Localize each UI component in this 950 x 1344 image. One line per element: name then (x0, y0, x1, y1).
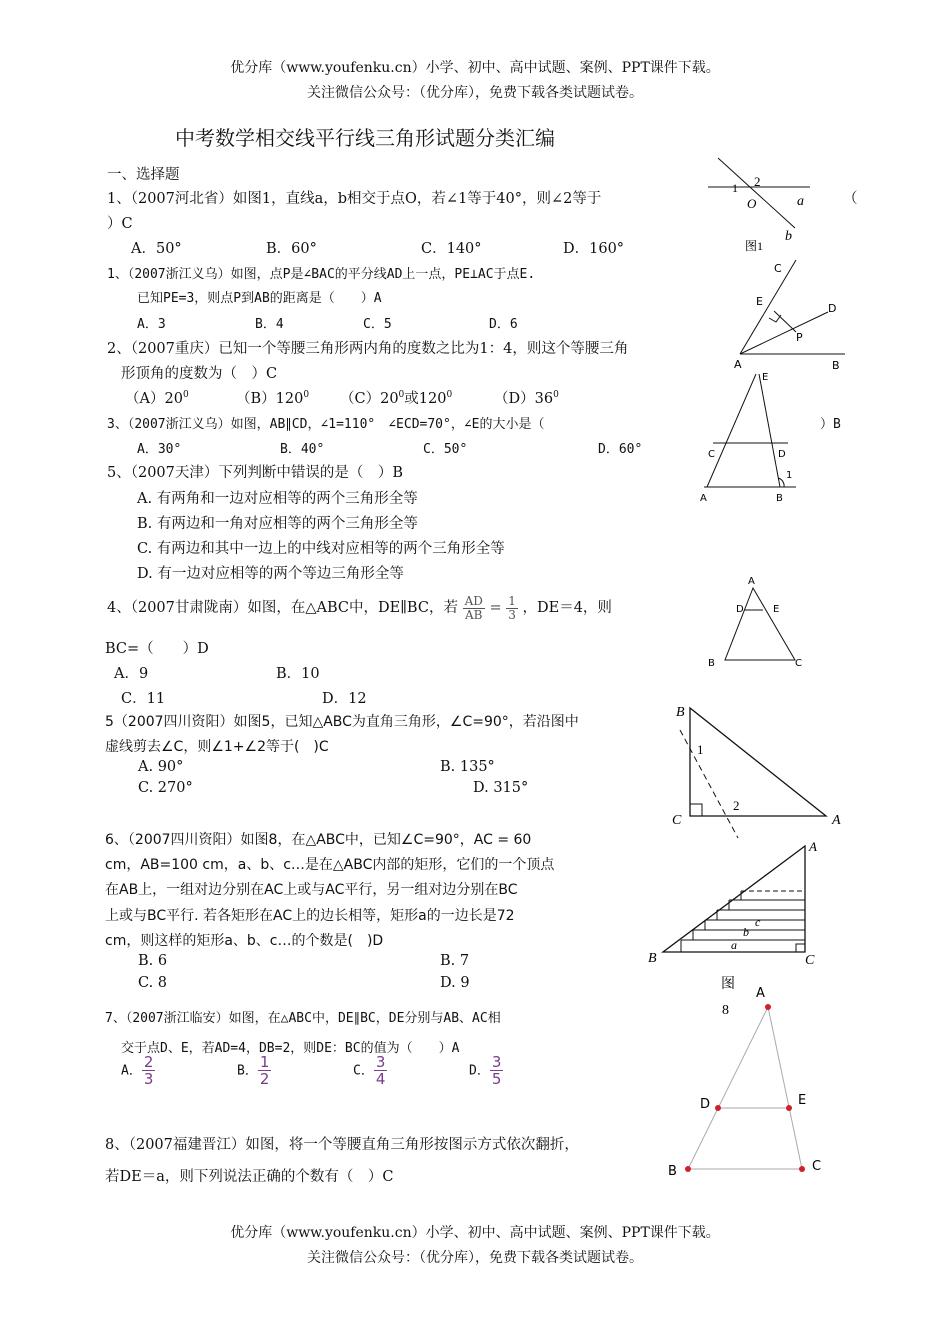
fig1-line-a-label: a (797, 194, 804, 209)
label-a: A (734, 358, 742, 371)
ray-ad (740, 312, 828, 354)
q1b-line2: 已知PE=3，则点P到AB的距离是（ ）A (137, 291, 382, 306)
label-1: 1 (786, 470, 793, 481)
q4-opt-c: C．11 (121, 691, 166, 707)
q3-opt-d: D．60° (598, 442, 643, 457)
fig1-angle-2: 2 (754, 174, 761, 189)
q6-opt-d: D. 9 (440, 975, 470, 991)
q8-line1: 8、（2007福建晋江）如图，将一个等腰直角三角形按图示方式依次翻折， (105, 1137, 579, 1153)
q1b-opt-d: D．6 (489, 317, 518, 332)
q4-opt-d: D．12 (322, 691, 367, 707)
q1-opt-b: B．60° (266, 241, 317, 257)
label-c: C (812, 1159, 822, 1174)
label-b: B (776, 493, 783, 504)
figure-1-intersecting-lines (700, 150, 830, 260)
rectangles (681, 891, 805, 952)
label-a: A (832, 813, 841, 828)
q5b-opt-a: A. 90° (138, 759, 184, 775)
q6-opt-c: C. 8 (138, 975, 168, 991)
label-rect-b: b (743, 925, 749, 939)
q5a-opt-b: B. 有两边和一角对应相等的两个三角形全等 (137, 516, 418, 532)
point-b (685, 1166, 691, 1172)
q1-paren: （ (843, 191, 858, 207)
figure-7-triangle-points (665, 982, 833, 1178)
q6-line4: 上或与BC平行. 若各矩形在AC上的边长相等，矩形a的一边长是72 (105, 908, 515, 924)
q5a-opt-c: C. 有两边和其中一边上的中线对应相等的两个三角形全等 (137, 541, 505, 557)
ray-ac (740, 260, 796, 354)
fig1-caption: 图1 (745, 239, 764, 253)
segment-eb (759, 374, 780, 487)
q6-line3: 在AB上，一组对边分别在AC上或与AC平行，另一组对边分别在BC (105, 882, 518, 898)
q4-line2: BC=（ ）D (105, 641, 209, 657)
triangle-abc (663, 846, 805, 952)
q5b-line1: 5（2007四川资阳）如图5，已知△ABC为直角三角形，∠C=90°，若沿图中 (105, 714, 579, 730)
label-b: B (708, 658, 715, 669)
right-angle-mark (690, 804, 702, 816)
q2-line1: 2、（2007重庆）已知一个等腰三角形两内角的度数之比为1：4，则这个等腰三角 (107, 341, 629, 357)
point-a (765, 1004, 771, 1010)
q6-line1: 6、（2007四川资阳）如图8，在△ABC中，已知∠C=90°，AC = 60 (105, 832, 532, 848)
q7-opt-a: A． $\frac{2}{3}$ (121, 1053, 154, 1088)
fig1-point-o: O (747, 196, 757, 211)
q3-opt-c: C．50° (423, 442, 468, 457)
header-line-1: 优分库（www.youfenku.cn）小学、初中、高中试题、案例、PPT课件下载。 (230, 60, 720, 76)
q5b-opt-c: C. 270° (138, 780, 193, 796)
q2-opt-a: $(A)20^0$ (125, 390, 189, 407)
label-e: E (798, 1093, 807, 1108)
label-d: D (736, 604, 744, 615)
q1b-opt-a: A．3 (137, 317, 166, 332)
triangle-abc (690, 708, 826, 816)
q3-line1: 3、（2007浙江义乌）如图，AB∥CD，∠1=110° ∠ECD=70°，∠E的大小是（ (107, 417, 545, 432)
point-c (799, 1166, 805, 1172)
q1-opt-a: A．50° (131, 241, 182, 257)
q1-line1: 1、（2007河北省）如图1，直线a，b相交于点O，若∠1等于40°，则∠2等于 (107, 191, 602, 207)
label-e: E (756, 295, 763, 308)
label-d: D (828, 302, 837, 315)
label-b: B (668, 1164, 677, 1178)
right-angle-mark (796, 944, 805, 952)
page-title: 中考数学相交线平行线三角形试题分类汇编 (175, 126, 555, 150)
label-d: D (700, 1097, 711, 1112)
line-b (718, 158, 795, 228)
fig8-caption-1: 图 (721, 977, 735, 992)
q5b-opt-b: B. 135° (440, 759, 495, 775)
q1-opt-d: D．160° (563, 241, 625, 257)
q7-line2: 交于点D、E，若AD=4，DB=2，则DE：BC的值为（ ）A (121, 1041, 460, 1056)
label-angle-1: 1 (697, 742, 704, 757)
fig1-angle-1: 1 (732, 181, 738, 195)
point-e (786, 1105, 792, 1111)
label-c: C (805, 953, 815, 968)
q7-opt-d: D． $\frac{3}{5}$ (469, 1053, 502, 1088)
label-c: C (795, 658, 802, 669)
q4-fraction-ad-ab: $\frac{AD}{AB}$ (464, 593, 483, 622)
point-d (715, 1105, 721, 1111)
q3-answer: ）B (820, 417, 841, 432)
q1-opt-c: C．140° (421, 241, 482, 257)
section-heading: 一、选择题 (107, 167, 180, 183)
segment-pe (774, 311, 796, 332)
q1b-opt-c: C．5 (363, 317, 392, 332)
q7-line1: 7、（2007浙江临安）如图，在△ABC中，DE∥BC，DE分别与AB、AC相 (105, 1011, 501, 1026)
q6-line2: cm，AB=100 cm，a、b、c…是在△ABC内部的矩形，它们的一个顶点 (105, 857, 555, 873)
q7-opt-b: B． $\frac{1}{2}$ (237, 1053, 270, 1088)
q7-opt-c: C． $\frac{3}{4}$ (353, 1053, 386, 1088)
segment-ea (707, 374, 756, 487)
label-e: E (773, 604, 780, 615)
q1-answer: ）C (107, 216, 133, 232)
label-d: D (778, 449, 786, 460)
label-c: C (774, 262, 782, 275)
label-angle-2: 2 (733, 798, 740, 813)
q6-opt-a: B. 6 (138, 953, 168, 969)
figure-parallel-lines (698, 368, 810, 506)
q4-opt-b: B．10 (276, 666, 320, 682)
segment-ab (688, 1007, 768, 1169)
segment-ac (768, 1007, 802, 1169)
dashed-cut-line (680, 730, 738, 838)
q3-opt-a: A．30° (137, 442, 182, 457)
label-c: C (708, 449, 715, 460)
q6-line5: cm，则这样的矩形a、b、c…的个数是( )D (105, 933, 384, 949)
q5a-line1: 5、（2007天津）下列判断中错误的是（ ）B (107, 465, 404, 481)
label-c: C (672, 813, 682, 828)
q2-opt-d: $(D)36^0$ (494, 390, 559, 407)
label-b: B (832, 359, 840, 372)
q2-opt-b: $(B)120^0$ (236, 390, 310, 407)
q5b-opt-d: D. 315° (473, 780, 529, 796)
figure-triangle-de-bc (703, 572, 811, 672)
triangle-abc (725, 588, 795, 660)
label-a: A (748, 576, 755, 587)
figure-5-right-triangle (668, 700, 848, 842)
label-e: E (762, 372, 769, 383)
header-line-2: 关注微信公众号：（优分库），免费下载各类试题试卷。 (307, 85, 643, 101)
label-p: P (796, 331, 803, 344)
q2-opt-c: $(C)20^0$或$120^0$ (340, 390, 453, 407)
q1b-opt-b: B．4 (255, 317, 284, 332)
footer-line-2: 关注微信公众号：（优分库），免费下载各类试题试卷。 (307, 1250, 643, 1266)
q5a-opt-a: A. 有两角和一边对应相等的两个三角形全等 (137, 491, 418, 507)
q5b-line2: 虚线剪去∠C，则∠1+∠2等于( )C (105, 739, 329, 755)
q1b-line1: 1、（2007浙江义乌）如图，点P是∠BAC的平分线AD上一点，PE⊥AC于点E. (107, 267, 536, 282)
label-a: A (756, 986, 765, 1001)
q2-line2: 形顶角的度数为（ ）C (121, 366, 278, 382)
label-rect-c: c (755, 915, 761, 929)
q5a-opt-d: D. 有一边对应相等的两个等边三角形全等 (137, 566, 404, 582)
q4-fraction-value: $\frac{1}{3}$ (508, 593, 516, 622)
label-rect-a: a (731, 938, 737, 952)
label-a: A (700, 493, 707, 504)
fig8-caption-2: 8 (722, 1003, 729, 1016)
q4-line1: 4、（2007甘肃陇南）如图，在△ABC中，DE∥BC，若 $\frac{AD}{AB}$ = $\frac{1}{3}$ ，DE＝4，则 (107, 593, 612, 622)
q8-line2: 若DE＝a，则下列说法正确的个数有（ ）C (105, 1169, 394, 1185)
q3-opt-b: B．40° (280, 442, 325, 457)
label-b: B (648, 951, 657, 966)
label-b: B (676, 705, 685, 720)
footer-line-1: 优分库（www.youfenku.cn）小学、初中、高中试题、案例、PPT课件下载。 (230, 1225, 720, 1241)
q4-opt-a: A．9 (114, 666, 149, 682)
figure-angle-bisector (728, 252, 850, 372)
q6-opt-b: B. 7 (440, 953, 470, 969)
label-a: A (809, 839, 817, 854)
fig1-line-b-label: b (785, 229, 792, 244)
